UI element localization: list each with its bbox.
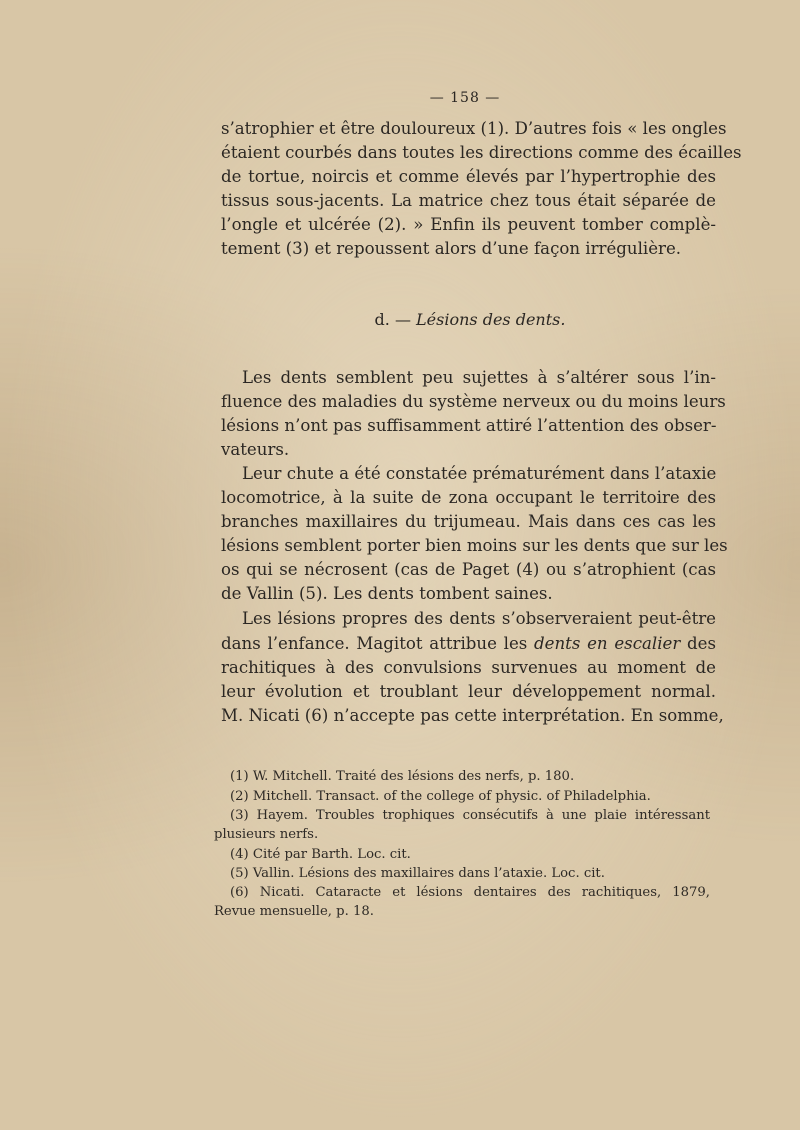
para3-line-2-start: dans l’enfance. Magitot attribue les [221,634,528,653]
para1-line-2: fluence des maladies du système nerveux ou du moins leurs [221,392,726,411]
para3-line-1: Les lésions propres des dents s’observeraient peut-être [242,609,716,628]
intro-line-5: l’ongle et ulcérée (2). » Enfin ils peuvent tomber complè- [221,215,716,234]
footnote-1: (1) W. Mitchell. Traité des lésions des nerfs, p. 180. [230,769,575,784]
para1-line-4: vateurs. [221,440,290,459]
para1-line-3: lésions n’ont pas suffisamment attiré l’attention des obser- [221,416,717,435]
footnote-3-line-1: (3) Hayem. Troubles trophiques consécutifs à une plaie intéressant [230,808,710,823]
para3-line-4: leur évolution et troublant leur développement normal. [221,682,716,701]
intro-line-6: tement (3) et repoussent alors d’une façon irrégulière. [221,239,682,258]
para1-line-1: Les dents semblent peu sujettes à s’altérer sous l’in- [242,368,716,387]
footnote-4: (4) Cité par Barth. Loc. cit. [230,847,411,862]
section-letter: d. — [374,310,411,329]
para3-line-2-end: des [687,634,716,653]
para2-line-1: Leur chute a été constatée prématurément dans l’ataxie [242,464,717,483]
para3-line-3: rachitiques à des convulsions survenues au moment de [221,658,716,677]
footnote-6-line-2: Revue mensuelle, p. 18. [214,904,374,919]
footnote-6-line-1: (6) Nicati. Cataracte et lésions dentaires des rachitiques, 1879, [230,885,710,900]
section-heading [0,310,800,329]
page-number: — 158 — [429,90,501,106]
intro-line-1: s’atrophier et être douloureux (1). D’autres fois « les ongles [221,119,727,138]
para3-line-2-italic: dents en escalier [534,634,681,653]
para2-line-4: lésions semblent porter bien moins sur les dents que sur les [221,536,728,555]
intro-line-3: de tortue, noircis et comme élevés par l’hypertrophie des [221,167,716,186]
para2-line-2: locomotrice, à la suite de zona occupant le territoire des [221,488,716,507]
para3-line-5: M. Nicati (6) n’accepte pas cette interprétation. En somme, [221,706,724,725]
para3-line-2 [221,634,716,654]
intro-line-4: tissus sous-jacents. La matrice chez tous était séparée de [221,191,716,210]
footnote-5: (5) Vallin. Lésions des maxillaires dans l’ataxie. Loc. cit. [230,866,605,881]
intro-line-2: étaient courbés dans toutes les directions comme des écailles [221,143,742,162]
para2-line-3: branches maxillaires du trijumeau. Mais dans ces cas les [221,512,716,531]
footnote-2: (2) Mitchell. Transact. of the college of physic. of Philadelphia. [230,789,651,804]
footnote-3-line-2: plusieurs nerfs. [214,827,319,842]
section-title: Lésions des dents. [416,310,566,329]
para2-line-5: os qui se nécrosent (cas de Paget (4) ou s’atrophient (cas [221,560,716,579]
para2-line-6: de Vallin (5). Les dents tombent saines. [221,584,553,603]
